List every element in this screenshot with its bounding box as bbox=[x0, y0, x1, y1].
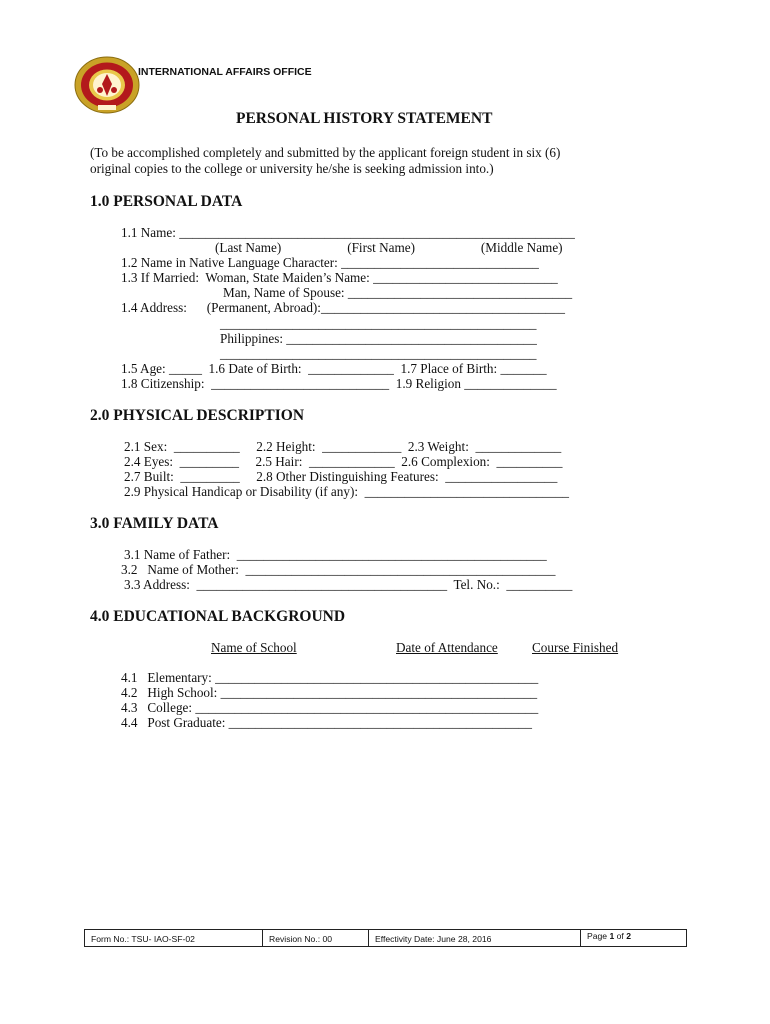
field-mother[interactable]: 3.2 Name of Mother: _______________________________________________ bbox=[121, 562, 556, 577]
section-education-heading: 4.0 EDUCATIONAL BACKGROUND bbox=[90, 608, 346, 625]
field-name[interactable]: 1.1 Name: ____________________________________________________________ bbox=[121, 225, 575, 240]
footer-revision: Revision No.: 00 bbox=[263, 930, 369, 946]
footer-effectivity: Effectivity Date: June 28, 2016 bbox=[369, 930, 581, 946]
university-seal bbox=[66, 38, 132, 96]
office-name: INTERNATIONAL AFFAIRS OFFICE bbox=[138, 66, 312, 78]
section-family-heading: 3.0 FAMILY DATA bbox=[90, 515, 219, 532]
field-eyes-hair-complexion[interactable]: 2.4 Eyes: _________ 2.5 Hair: _____________ 2.6 Complexion: __________ bbox=[124, 454, 563, 469]
intro-line-1: (To be accomplished completely and submitted by the applicant foreign student in six (6) bbox=[90, 145, 561, 160]
field-handicap[interactable]: 2.9 Physical Handicap or Disability (if any): _______________________________ bbox=[124, 484, 570, 499]
column-course-finished: Course Finished bbox=[532, 640, 619, 655]
field-sex-height-weight[interactable]: 2.1 Sex: __________ 2.2 Height: ____________ 2.3 Weight: _____________ bbox=[124, 439, 562, 454]
field-address-abroad[interactable]: 1.4 Address: (Permanent, Abroad):_____________________________________ bbox=[121, 300, 565, 315]
form-footer bbox=[84, 929, 687, 947]
column-name-of-school: Name of School bbox=[211, 640, 297, 655]
field-elementary[interactable]: 4.1 Elementary: _________________________________________________ bbox=[121, 670, 539, 685]
intro-line-2: original copies to the college or university he/she is seeking admission into.) bbox=[90, 161, 494, 176]
field-age-birth[interactable]: 1.5 Age: _____ 1.6 Date of Birth: _____________ 1.7 Place of Birth: _______ bbox=[121, 361, 547, 376]
footer-page-total: 2 bbox=[626, 931, 631, 941]
field-father[interactable]: 3.1 Name of Father: _______________________________________________ bbox=[124, 547, 547, 562]
field-address-philippines-line2[interactable]: ________________________________________________ bbox=[220, 346, 537, 361]
footer-page bbox=[581, 930, 686, 946]
footer-form-no: Form No.: TSU- IAO-SF-02 bbox=[85, 930, 263, 946]
footer-page-prefix: Page bbox=[587, 931, 610, 941]
field-address-abroad-line2[interactable]: ________________________________________________ bbox=[220, 316, 537, 331]
field-spouse-name[interactable]: Man, Name of Spouse: __________________________________ bbox=[223, 285, 573, 300]
footer-page-of: of bbox=[614, 931, 627, 941]
field-college[interactable]: 4.3 College: ____________________________________________________ bbox=[121, 700, 539, 715]
field-maiden-name[interactable]: 1.3 If Married: Woman, State Maiden’s Name: ____________________________ bbox=[121, 270, 558, 285]
section-personal-heading: 1.0 PERSONAL DATA bbox=[90, 193, 243, 210]
name-parts-caption: (Last Name) (First Name) (Middle Name) bbox=[215, 240, 563, 255]
section-physical-heading: 2.0 PHYSICAL DESCRIPTION bbox=[90, 407, 305, 424]
footer-page-current: 1 bbox=[609, 931, 615, 941]
field-citizenship-religion[interactable]: 1.8 Citizenship: ___________________________ 1.9 Religion ______________ bbox=[121, 376, 557, 391]
field-built-features[interactable]: 2.7 Built: _________ 2.8 Other Distinguishing Features: _________________ bbox=[124, 469, 558, 484]
field-high-school[interactable]: 4.2 High School: ________________________________________________ bbox=[121, 685, 538, 700]
field-address-philippines[interactable]: Philippines: ______________________________________ bbox=[220, 331, 537, 346]
field-post-graduate[interactable]: 4.4 Post Graduate: ______________________________________________ bbox=[121, 715, 532, 730]
column-date-of-attendance: Date of Attendance bbox=[396, 640, 498, 655]
field-family-address[interactable]: 3.3 Address: ______________________________________ Tel. No.: __________ bbox=[124, 577, 573, 592]
field-native-name[interactable]: 1.2 Name in Native Language Character: ______________________________ bbox=[121, 255, 539, 270]
page-title: PERSONAL HISTORY STATEMENT bbox=[236, 110, 493, 127]
